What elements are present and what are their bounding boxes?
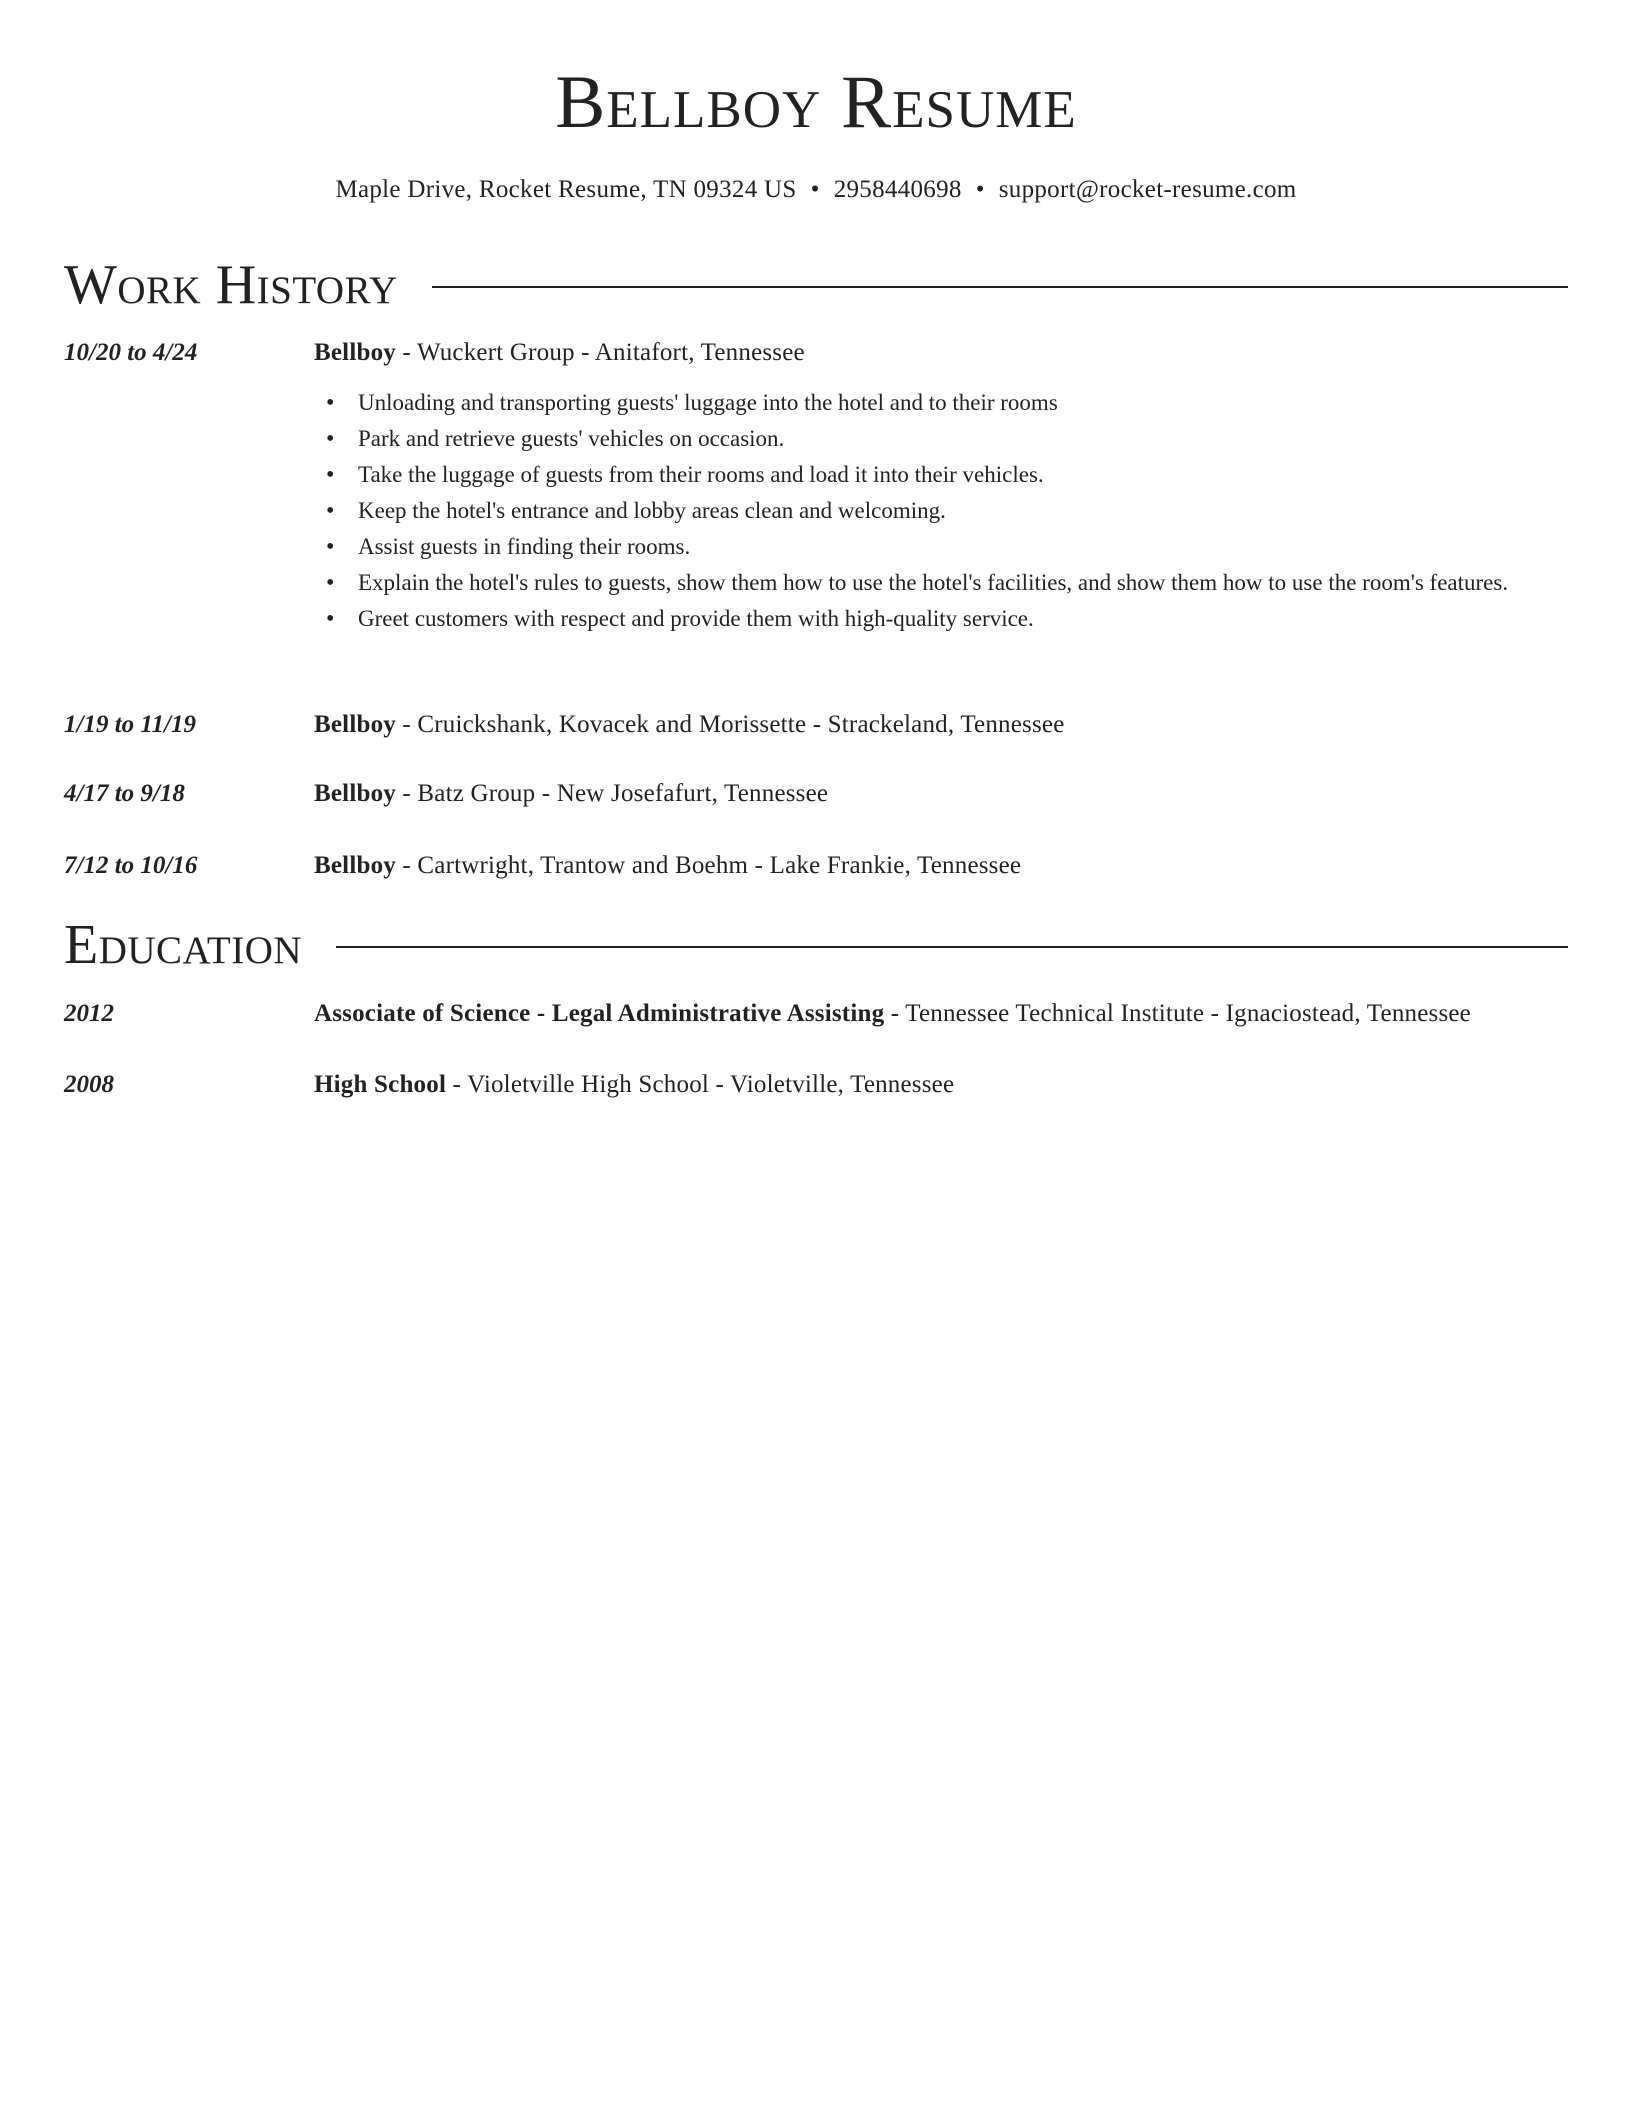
contact-email: support@rocket-resume.com [998, 176, 1297, 203]
bullet-item: • Keep the hotel's entrance and lobby areas clean and welcoming. [358, 493, 1568, 529]
work-entry-details: - Cruickshank, Kovacek and Morissette - Strackeland, Tennessee [395, 711, 1065, 738]
contact-address: Maple Drive, Rocket Resume, TN 09324 US [335, 176, 797, 203]
work-history-header [64, 250, 1568, 320]
contact-info [64, 172, 1568, 208]
work-entry-role: Bellboy [314, 711, 396, 738]
work-entry-body [314, 848, 1568, 884]
education-entry-body [314, 1067, 1568, 1103]
work-entry-details: - Wuckert Group - Anitafort, Tennessee [395, 339, 805, 366]
work-entry-details: - Cartwright, Trantow and Boehm - Lake Frankie, Tennessee [395, 852, 1022, 879]
contact-separator: • [975, 176, 985, 203]
work-entry-role: Bellboy [314, 780, 396, 807]
work-entry-body [314, 335, 1568, 637]
work-entry-heading [314, 776, 1568, 812]
work-entry-details: - Batz Group - New Josefafurt, Tennessee [395, 780, 829, 807]
bullet-item: • Unloading and transporting guests' luggage into the hotel and to their rooms [358, 385, 1568, 421]
work-entry-heading [314, 335, 1568, 371]
work-entry-date: 4/17 to 9/18 [64, 780, 185, 807]
bullet-item: • Assist guests in finding their rooms. [358, 529, 1568, 565]
education-entry-degree: Associate of Science - Legal Administrative Assisting [314, 1000, 885, 1027]
contact-phone: 2958440698 [833, 176, 962, 203]
work-entry-heading [314, 848, 1568, 884]
work-entry-date: 7/12 to 10/16 [64, 852, 198, 879]
education-entry-heading [314, 996, 1568, 1032]
work-entry-date: 10/20 to 4/24 [64, 339, 198, 366]
work-history-title: Work History [64, 254, 398, 316]
education-entry-details: - Violetville High School - Violetville, Tennessee [446, 1071, 955, 1098]
work-entry-body [314, 707, 1568, 743]
bullet-item: • Greet customers with respect and provide them with high-quality service. [358, 601, 1568, 637]
work-entry-bullets [314, 385, 1568, 637]
education-entry-body [314, 996, 1568, 1032]
bullet-item: • Explain the hotel's rules to guests, show them how to use the hotel's facilities, and show them how to use the room's features. [358, 565, 1568, 601]
education-entry-details: - Tennessee Technical Institute - Ignaciostead, Tennessee [884, 1000, 1471, 1027]
work-entry-heading [314, 707, 1568, 743]
work-entry-body [314, 776, 1568, 812]
education-entry-heading [314, 1067, 1568, 1103]
section-divider [336, 946, 1568, 948]
education-title: Education [64, 914, 303, 976]
resume-title: Bellboy Resume [555, 61, 1077, 144]
education-entry-date: 2008 [64, 1071, 114, 1098]
bullet-item: • Park and retrieve guests' vehicles on occasion. [358, 421, 1568, 457]
education-entry-degree: High School [314, 1071, 447, 1098]
education-header [64, 910, 1568, 980]
work-entry-date: 1/19 to 11/19 [64, 711, 196, 738]
work-entry-role: Bellboy [314, 339, 396, 366]
contact-separator: • [810, 176, 820, 203]
work-entry-role: Bellboy [314, 852, 396, 879]
bullet-item: • Take the luggage of guests from their rooms and load it into their vehicles. [358, 457, 1568, 493]
section-divider [432, 286, 1568, 288]
education-entry-date: 2012 [64, 1000, 114, 1027]
